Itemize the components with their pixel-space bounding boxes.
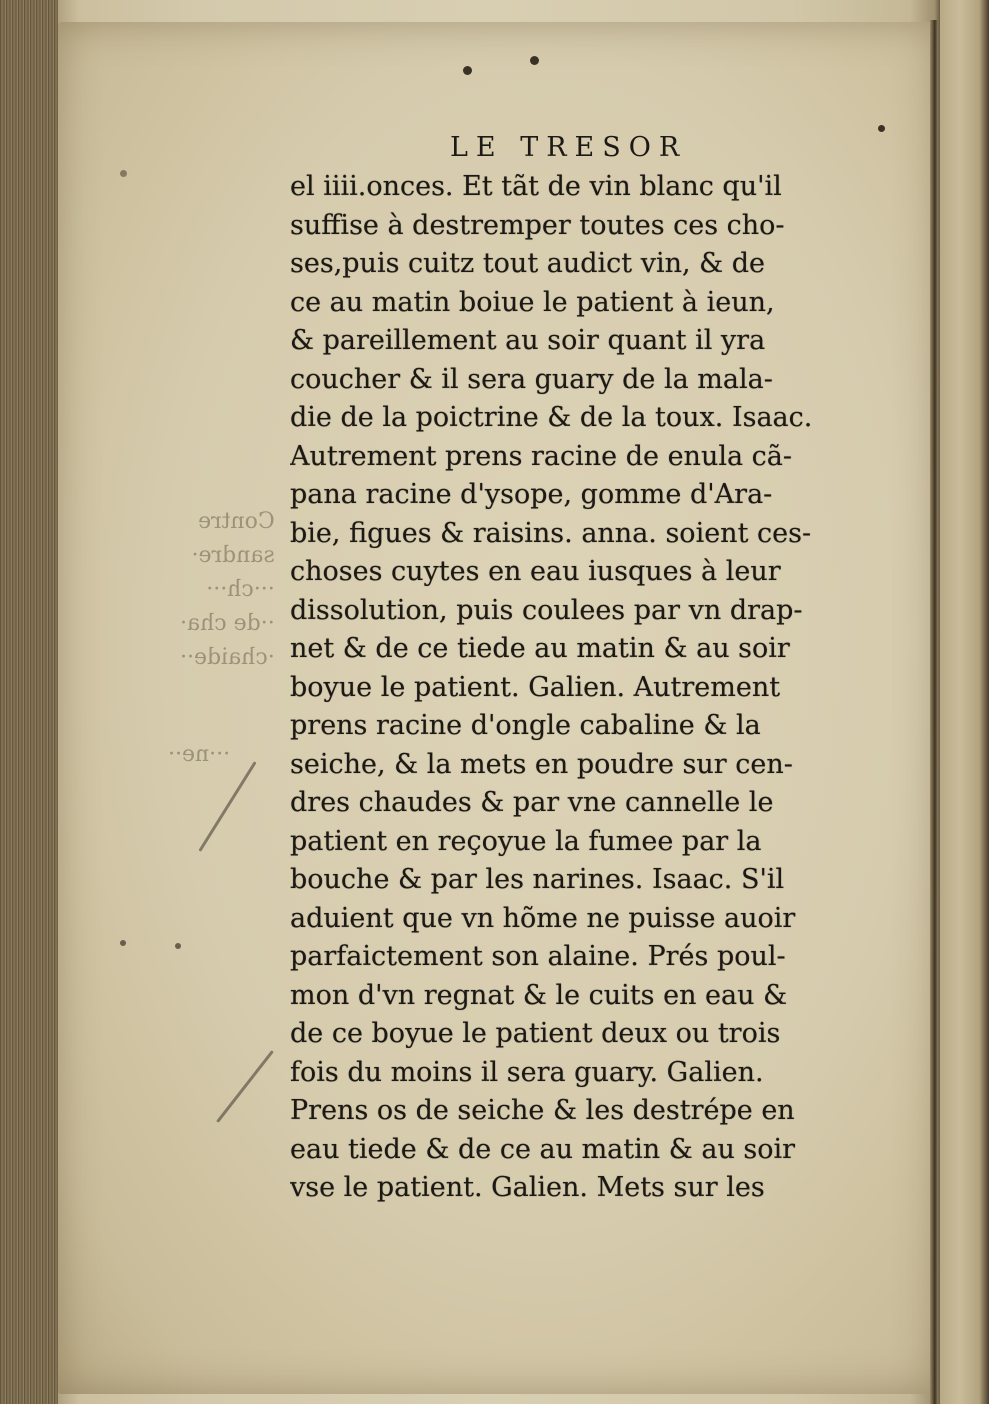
text-line: prens racine d'ongle cabaline & la — [290, 710, 761, 741]
ink-spot — [120, 170, 127, 177]
text-line: die de la poictrine & de la toux. Isaac. — [290, 402, 813, 433]
ink-spot — [530, 56, 539, 65]
text-line: coucher & il sera guary de la mala- — [290, 363, 773, 395]
text-line: parfaictement son alaine. Prés poul- — [290, 941, 786, 972]
text-line: de ce boyue le patient deux ou trois — [290, 1018, 781, 1049]
text-line: vse le patient. Galien. Mets sur les — [290, 1172, 765, 1203]
text-line: el iiii.onces. Et tãt de vin blanc qu'il — [290, 171, 782, 202]
text-line: mon d'vn regnat & le cuits en eau & — [290, 979, 788, 1011]
text-line: net & de ce tiede au matin & au soir — [290, 633, 790, 664]
text-line: Prens os de seiche & les destrépe en — [290, 1095, 795, 1126]
text-line: choses cuytes en eau iusques à leur — [290, 556, 781, 587]
text-line: aduient que vn hõme ne puisse auoir — [290, 902, 796, 934]
running-header: LE TRESOR — [450, 132, 688, 163]
text-line: & pareillement au soir quant il yra — [290, 325, 766, 356]
facing-page-edge — [940, 0, 989, 1404]
text-line: boyue le patient. Galien. Autrement — [290, 671, 781, 703]
text-line: suffise à destremper toutes ces cho- — [290, 209, 785, 241]
page-stack-edges — [0, 0, 58, 1404]
ink-spot — [120, 940, 126, 946]
text-line: Autrement prens racine de enula cã- — [290, 440, 792, 472]
text-line: seiche, & la mets en poudre sur cen- — [290, 748, 793, 780]
text-line: fois du moins il sera guary. Galien. — [290, 1056, 764, 1088]
text-line: eau tiede & de ce au matin & au soir — [290, 1133, 796, 1165]
text-line: dres chaudes & par vne cannelle le — [290, 787, 774, 818]
text-line: bouche & par les narines. Isaac. S'il — [290, 864, 785, 895]
text-line: ses,puis cuitz tout audict vin, & de — [290, 248, 766, 279]
text-line: pana racine d'ysope, gomme d'Ara- — [290, 479, 773, 510]
show-through-text-lower: ···ne·· — [168, 742, 231, 767]
body-text — [290, 168, 870, 1208]
book-gutter — [930, 20, 938, 1404]
text-line: dissolution, puis coulees par vn drap- — [290, 594, 803, 626]
ink-spot — [175, 943, 181, 949]
ink-spot — [463, 66, 472, 75]
show-through-text-upper: Contre sandre· ···ch··· ··de cha· ·chaide·· — [180, 509, 275, 670]
text-line: ce au matin boiue le patient à ieun, — [290, 286, 775, 318]
text-line: patient en reçoyue la fumee par la — [290, 825, 762, 857]
ink-spot — [878, 125, 885, 132]
text-line: bie, figues & raisins. anna. soient ces- — [290, 517, 812, 549]
